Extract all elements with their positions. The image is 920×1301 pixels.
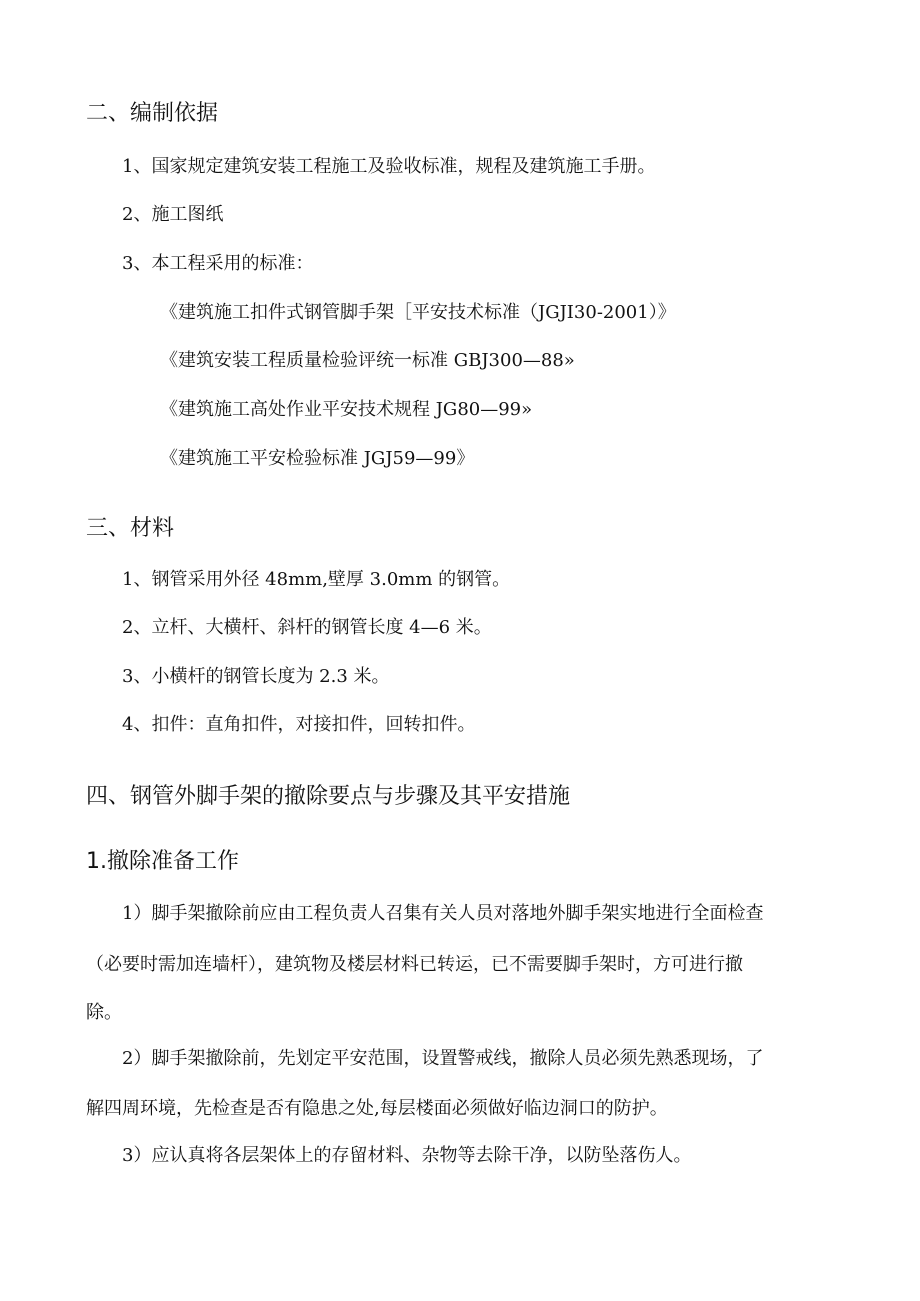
- standard-4: 《建筑施工平安检验标准 JGJ59—99》: [160, 448, 475, 469]
- section-2-item-2: 2、施工图纸: [122, 204, 224, 225]
- section-3-heading: 三、材料: [86, 516, 175, 541]
- paragraph-3-line-1: 3）应认真将各层架体上的存留材料、杂物等去除干净，以防坠落伤人。: [122, 1145, 692, 1166]
- subsection-1-heading: 1.撤除准备工作: [86, 849, 239, 874]
- section-2-item-1: 1、国家规定建筑安装工程施工及验收标准，规程及建筑施工手册。: [122, 156, 656, 177]
- section-3-item-4: 4、扣件：直角扣件，对接扣件，回转扣件。: [122, 714, 476, 735]
- section-2-heading: 二、编制依据: [86, 101, 219, 126]
- standard-1: 《建筑施工扣件式钢管脚手架［平安技术标准（JGJI30-2001）》: [160, 302, 676, 323]
- standard-2: 《建筑安装工程质量检验评统一标准 GBJ300—88»: [160, 350, 575, 371]
- paragraph-2-line-2: 解四周环境，先检查是否有隐患之处,每层楼面必须做好临边洞口的防护。: [86, 1098, 668, 1119]
- section-2-item-3: 3、本工程采用的标准：: [122, 253, 314, 274]
- paragraph-1-line-1: 1）脚手架撤除前应由工程负责人召集有关人员对落地外脚手架实地进行全面检查: [122, 903, 764, 924]
- paragraph-2-line-1: 2）脚手架撤除前，先划定平安范围，设置警戒线，撤除人员必须先熟悉现场，了: [122, 1048, 764, 1069]
- standard-3: 《建筑施工高处作业平安技术规程 JG80—99»: [160, 399, 533, 420]
- paragraph-1-line-3: 除。: [86, 1002, 122, 1023]
- section-4-heading: 四、钢管外脚手架的撤除要点与步骤及其平安措施: [86, 784, 571, 809]
- section-3-item-2: 2、立杆、大横杆、斜杆的钢管长度 4—6 米。: [122, 617, 492, 638]
- paragraph-1-line-2: （必要时需加连墙杆），建筑物及楼层材料已转运，已不需要脚手架时，方可进行撤: [86, 954, 743, 975]
- section-3-item-1: 1、钢管采用外径 48mm,壁厚 3.0mm 的钢管。: [122, 569, 511, 590]
- section-3-item-3: 3、小横杆的钢管长度为 2.3 米。: [122, 666, 390, 687]
